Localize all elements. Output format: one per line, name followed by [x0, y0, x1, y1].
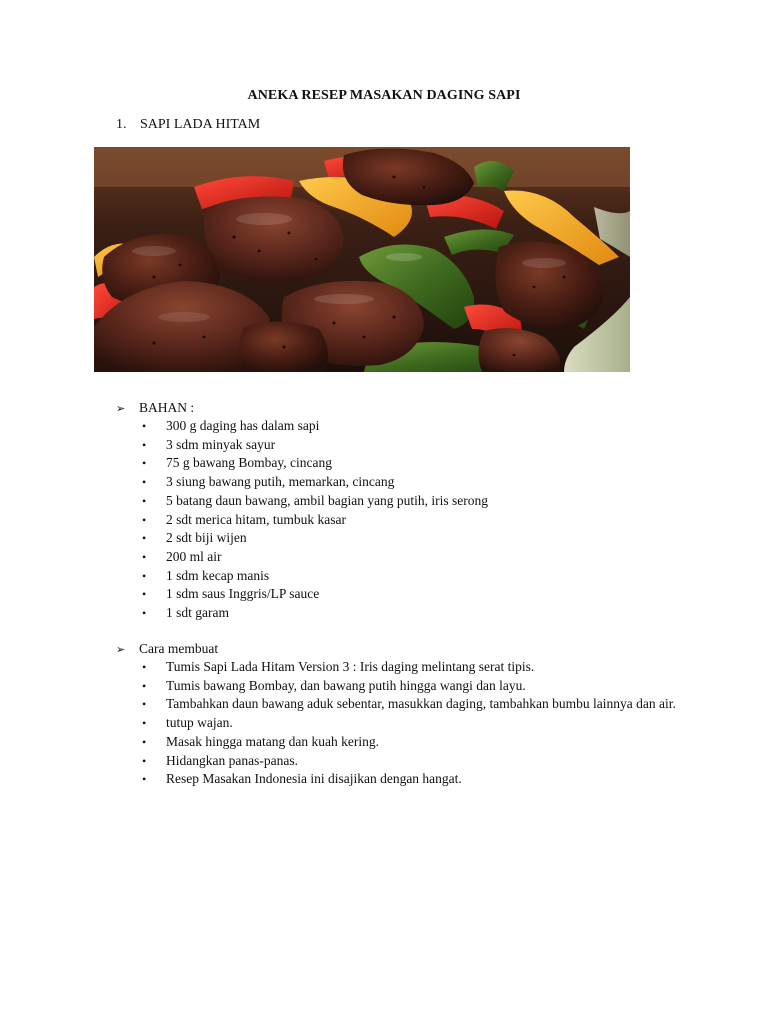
list-item: • 3 sdm minyak sayur — [116, 436, 676, 455]
list-item: • 2 sdt biji wijen — [116, 529, 676, 548]
list-item: • Tumis bawang Bombay, dan bawang putih hingga wangi dan layu. — [116, 677, 676, 696]
document-title: ANEKA RESEP MASAKAN DAGING SAPI — [247, 88, 521, 103]
bullet-icon: • — [142, 716, 147, 731]
ingredients-list — [116, 417, 676, 623]
method-heading — [116, 639, 676, 658]
list-item: • 200 ml air — [116, 548, 676, 567]
bullet-icon: • — [142, 512, 147, 527]
list-item: • Tambahkan daun bawang aduk sebentar, masukkan daging, tambahkan bumbu lainnya dan air. — [116, 695, 676, 714]
list-item: • Tumis Sapi Lada Hitam Version 3 : Iris daging melintang serat tipis. — [116, 658, 676, 677]
bullet-icon: • — [142, 753, 147, 768]
bullet-icon: • — [142, 734, 147, 749]
method-heading-text: Cara membuat — [139, 641, 219, 656]
bullet-icon: • — [142, 475, 147, 490]
recipe-photo — [94, 147, 630, 372]
bullet-icon: • — [142, 493, 147, 508]
bullet-icon: • — [142, 456, 147, 471]
list-item: • Resep Masakan Indonesia ini disajikan dengan hangat. — [116, 770, 676, 789]
bullet-icon: • — [142, 772, 147, 787]
list-item: • 5 batang daun bawang, ambil bagian yang putih, iris serong — [116, 492, 676, 511]
bullet-icon: • — [142, 678, 147, 693]
ingredients-heading — [116, 398, 676, 417]
ingredients-heading-text: BAHAN : — [139, 400, 195, 415]
list-item: • Masak hingga matang dan kuah kering. — [116, 733, 676, 752]
bullet-icon: • — [142, 697, 147, 712]
list-item: • 3 siung bawang putih, memarkan, cincang — [116, 473, 676, 492]
bullet-icon: • — [142, 531, 147, 546]
bullet-icon: • — [142, 568, 147, 583]
arrow-bullet-icon: ➢ — [116, 643, 126, 656]
recipe-heading — [116, 117, 260, 133]
list-item: • Hidangkan panas-panas. — [116, 752, 676, 771]
bullet-icon: • — [142, 606, 147, 621]
bullet-icon: • — [142, 437, 147, 452]
list-item: • 1 sdm kecap manis — [116, 567, 676, 586]
list-item: • 2 sdt merica hitam, tumbuk kasar — [116, 511, 676, 530]
list-item: • 1 sdt garam — [116, 604, 676, 623]
method-section — [116, 639, 676, 789]
bullet-icon: • — [142, 549, 147, 564]
bullet-icon: • — [142, 660, 147, 674]
list-item: • 300 g daging has dalam sapi — [116, 417, 676, 436]
bullet-icon: • — [142, 587, 147, 602]
list-item: • 75 g bawang Bombay, cincang — [116, 454, 676, 473]
recipe-name: SAPI LADA HITAM — [140, 117, 261, 132]
list-item: • tutup wajan. — [116, 714, 676, 733]
bullet-icon: • — [142, 419, 147, 433]
ingredients-section — [116, 398, 676, 623]
method-list — [116, 658, 676, 789]
list-item: • 1 sdm saus Inggris/LP sauce — [116, 585, 676, 604]
arrow-bullet-icon: ➢ — [116, 402, 126, 415]
recipe-number: 1. — [116, 117, 127, 132]
